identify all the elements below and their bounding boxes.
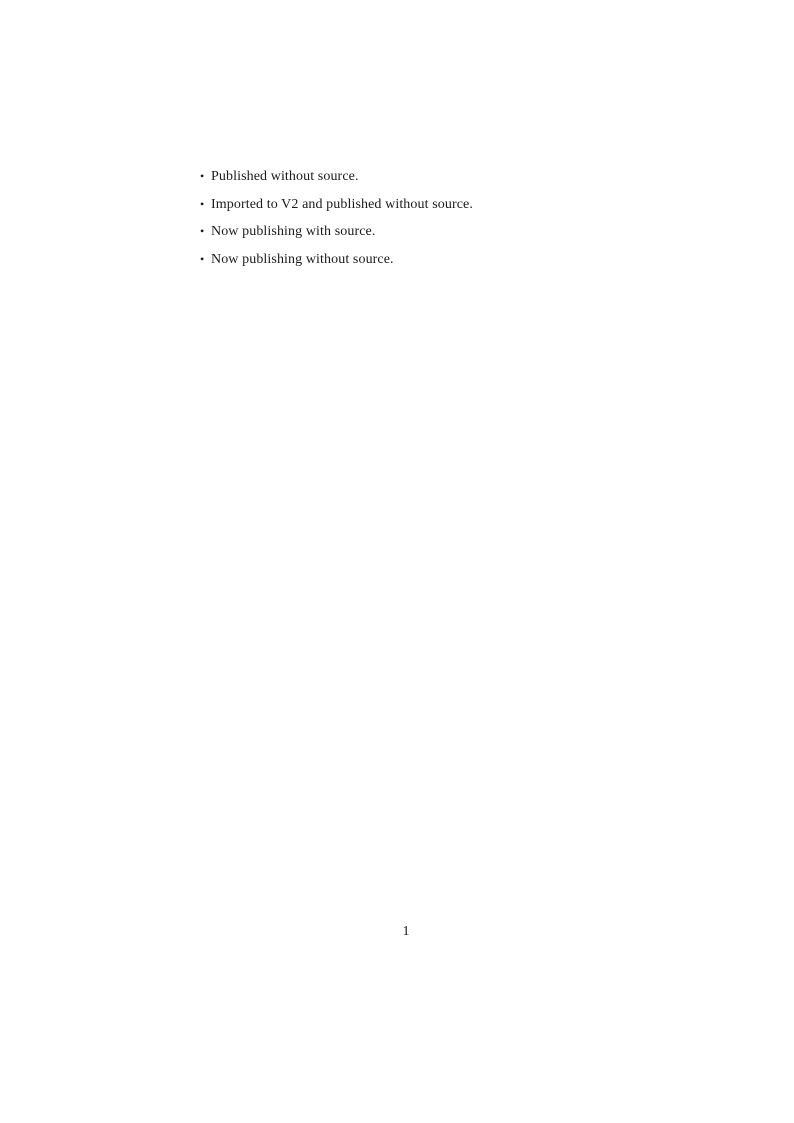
list-item-text: Published without source. bbox=[211, 169, 359, 184]
list-item bbox=[200, 191, 473, 219]
bullet-icon: • bbox=[200, 251, 205, 266]
list-item-text: Now publishing with source. bbox=[211, 224, 376, 240]
list-item bbox=[200, 246, 473, 274]
bullet-list bbox=[200, 163, 473, 273]
list-item bbox=[200, 218, 473, 246]
list-item-text: Now publishing without source. bbox=[211, 251, 394, 267]
bullet-icon: • bbox=[200, 224, 205, 239]
bullet-icon: • bbox=[200, 196, 205, 211]
page-number: 1 bbox=[402, 924, 410, 939]
list-item-text: Imported to V2 and published without source. bbox=[211, 196, 473, 212]
bullet-icon: • bbox=[200, 169, 205, 183]
list-item bbox=[200, 163, 473, 191]
